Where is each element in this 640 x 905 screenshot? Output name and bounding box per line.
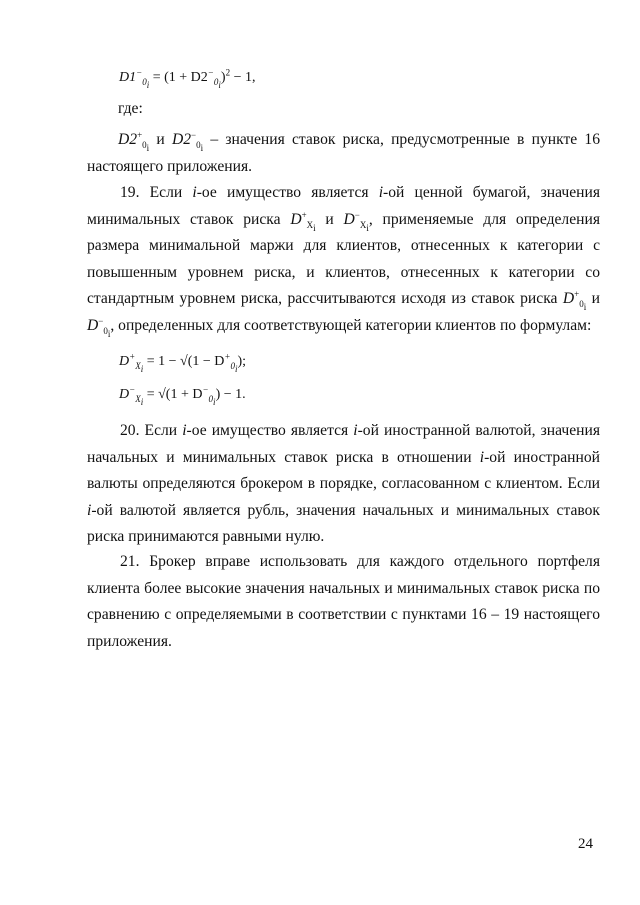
formula-dx-plus: $D^+_{X_i} = 1 - √(1 - D^+_{0_i})$; bbox=[119, 351, 247, 374]
paragraph-d2-definition: $D2^+_{0_i}$ и $D2^-_{0_i}$ – значения ставок риска, предусмотренные в пункте 16 настоящего приложения. bbox=[87, 129, 601, 175]
paragraph-19: 19. Если i-ое имущество является i-ой ценной бумагой, значения минимальных ставок риска $D^+_{X_i}$ и $D^-_{X_i}$, применяемые для определения размера минимальной маржи для клиентов, отнесенных к категории с повышенным уровнем риска, и клиентов, отнесенных к категории со стандартным уровнем риска, рассчитываются исходя из ставок риска $D^+_{0_i}$ и $D^-_{0_i}$, определенных для соответствующей категории клиентов по формулам: bbox=[87, 184, 600, 339]
paragraph-20: 20. Если i-ое имущество является i-ой иностранной валютой, значения начальных и минимальных ставок риска в отношении i-ой иностранной валюты определяются брокером в порядке, согласованном с клиентом. Если i-ой валютой является рубль, значения начальных и минимальных ставок риска принимаются равными нулю. bbox=[87, 422, 601, 545]
where-label: где: bbox=[118, 100, 143, 117]
page-number: 24 bbox=[578, 836, 593, 852]
formula-d1: $D1^-_{0_i} = (1 + D2^-_{0_i})^2 - 1$, bbox=[119, 67, 256, 90]
formula-dx-minus: $D^-_{X_i} = √(1 + D^-_{0_i}) - 1$. bbox=[119, 384, 246, 407]
paragraph-21: 21. Брокер вправе использовать для каждого отдельного портфеля клиента более высокие значения начальных и минимальных ставок риска по сравнению с определяемыми в соответствии с пунктами 16 – 19 настоящего приложения. bbox=[87, 553, 600, 650]
